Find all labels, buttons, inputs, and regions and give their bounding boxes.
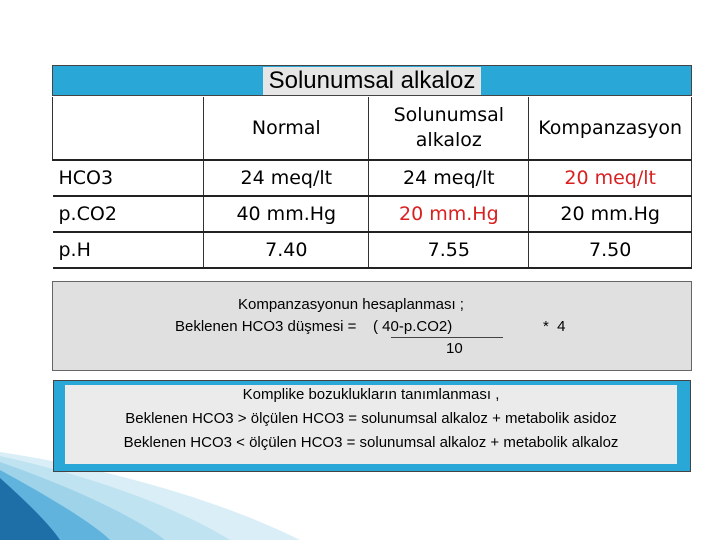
complex-rule-alkalosis: Beklenen HCO3 < ölçülen HCO3 = solunumsal alkaloz + metabolik alkaloz — [123, 434, 619, 451]
calculation-denominator: 10 — [446, 340, 463, 357]
header-solunumsal-line2: alkaloz — [415, 129, 482, 151]
cell-solunumsal: 7.55 — [369, 232, 529, 268]
row-label: p.H — [53, 232, 204, 268]
title-bar — [52, 65, 692, 96]
header-kompanzasyon: Kompanzasyon — [529, 97, 692, 160]
header-normal: Normal — [204, 97, 369, 160]
header-empty-cell — [53, 97, 204, 160]
calculation-multiplier: * 4 — [543, 318, 566, 335]
table-header-row — [53, 97, 692, 160]
table-row — [53, 232, 692, 268]
complex-rule-acidosis: Beklenen HCO3 > ölçülen HCO3 = solunumsal alkaloz + metabolik asidoz — [125, 410, 617, 427]
cell-kompanzasyon: 20 meq/lt — [529, 160, 692, 196]
calculation-heading: Kompanzasyonun hesaplanması ; — [238, 296, 464, 313]
complex-disorders-inner — [65, 385, 677, 464]
compensation-calculation-box — [52, 281, 692, 371]
page-title: Solunumsal alkaloz — [263, 67, 482, 95]
cell-normal: 40 mm.Hg — [204, 196, 369, 232]
cell-kompanzasyon: 20 mm.Hg — [529, 196, 692, 232]
cell-normal: 24 meq/lt — [204, 160, 369, 196]
header-solunumsal-line1: Solunumsal — [393, 104, 505, 126]
calculation-formula: Beklenen HCO3 düşmesi = ( 40-p.CO2) — [175, 318, 453, 335]
cell-solunumsal: 24 meq/lt — [369, 160, 529, 196]
cell-solunumsal: 20 mm.Hg — [369, 196, 529, 232]
cell-normal: 7.40 — [204, 232, 369, 268]
table-row — [53, 196, 692, 232]
row-label: HCO3 — [53, 160, 204, 196]
fraction-bar — [391, 337, 503, 338]
complex-heading: Komplike bozuklukların tanımlanması , — [242, 386, 500, 403]
values-table — [52, 97, 692, 269]
cell-kompanzasyon: 7.50 — [529, 232, 692, 268]
header-solunumsal — [369, 97, 529, 160]
table-row — [53, 160, 692, 196]
row-label: p.CO2 — [53, 196, 204, 232]
complex-disorders-box — [53, 380, 691, 472]
